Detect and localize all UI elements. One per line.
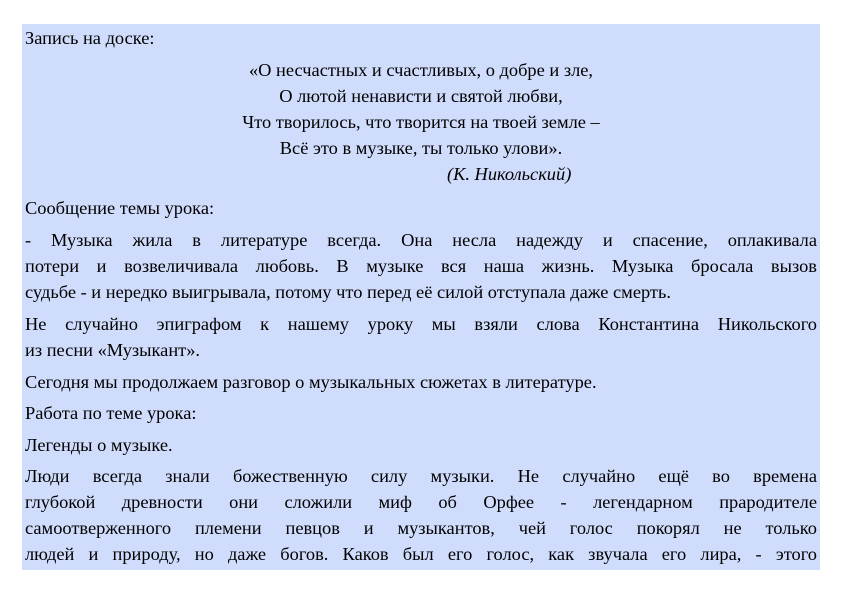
people-paragraph-line-4: людей и природу, но даже богов. Каков был его голос, как звучала его лира, - этого xyxy=(25,544,817,564)
epigraph-line-4: Всё это в музыке, ты только улови». xyxy=(279,138,563,158)
epigraph-line-2: О лютой ненависти и святой любви, xyxy=(279,86,563,106)
music-paragraph-line-2: потери и возвеличивала любовь. В музыке вся наша жизнь. Музыка бросала вызов xyxy=(25,256,817,276)
music-paragraph-line-1: - Музыка жила в литературе всегда. Она несла надежду и спасение, оплакивала xyxy=(25,230,817,250)
document-page xyxy=(22,24,820,570)
epigraph-line-3: Что творилось, что творится на твоей земле – xyxy=(242,112,600,132)
legends-heading: Легенды о музыке. xyxy=(25,435,173,455)
people-paragraph-line-3: самоотверженного племени певцов и музыкантов, чей голос покорял не только xyxy=(25,518,817,538)
topic-heading: Сообщение темы урока: xyxy=(25,198,215,218)
people-paragraph-line-2: глубокой древности они сложили миф об Орфее - легендарном прародителе xyxy=(25,492,817,512)
epigraph-line-1: «О несчастных и счастливых, о добре и зле, xyxy=(248,60,594,80)
epigraph-attribution: (К. Никольский) xyxy=(447,164,572,184)
epigraph-paragraph-line-1: Не случайно эпиграфом к нашему уроку мы взяли слова Константина Никольского xyxy=(25,314,817,334)
epigraph-paragraph-line-2: из песни «Музыкант». xyxy=(25,340,201,360)
today-paragraph: Сегодня мы продолжаем разговор о музыкальных сюжетах в литературе. xyxy=(25,372,597,392)
music-paragraph-line-3: судьбе - и нередко выигрывала, потому что перед её силой отступала даже смерть. xyxy=(25,282,671,302)
board-heading: Запись на доске: xyxy=(25,28,155,48)
people-paragraph-line-1: Люди всегда знали божественную силу музыки. Не случайно ещё во времена xyxy=(25,466,817,486)
work-heading: Работа по теме урока: xyxy=(25,403,197,423)
